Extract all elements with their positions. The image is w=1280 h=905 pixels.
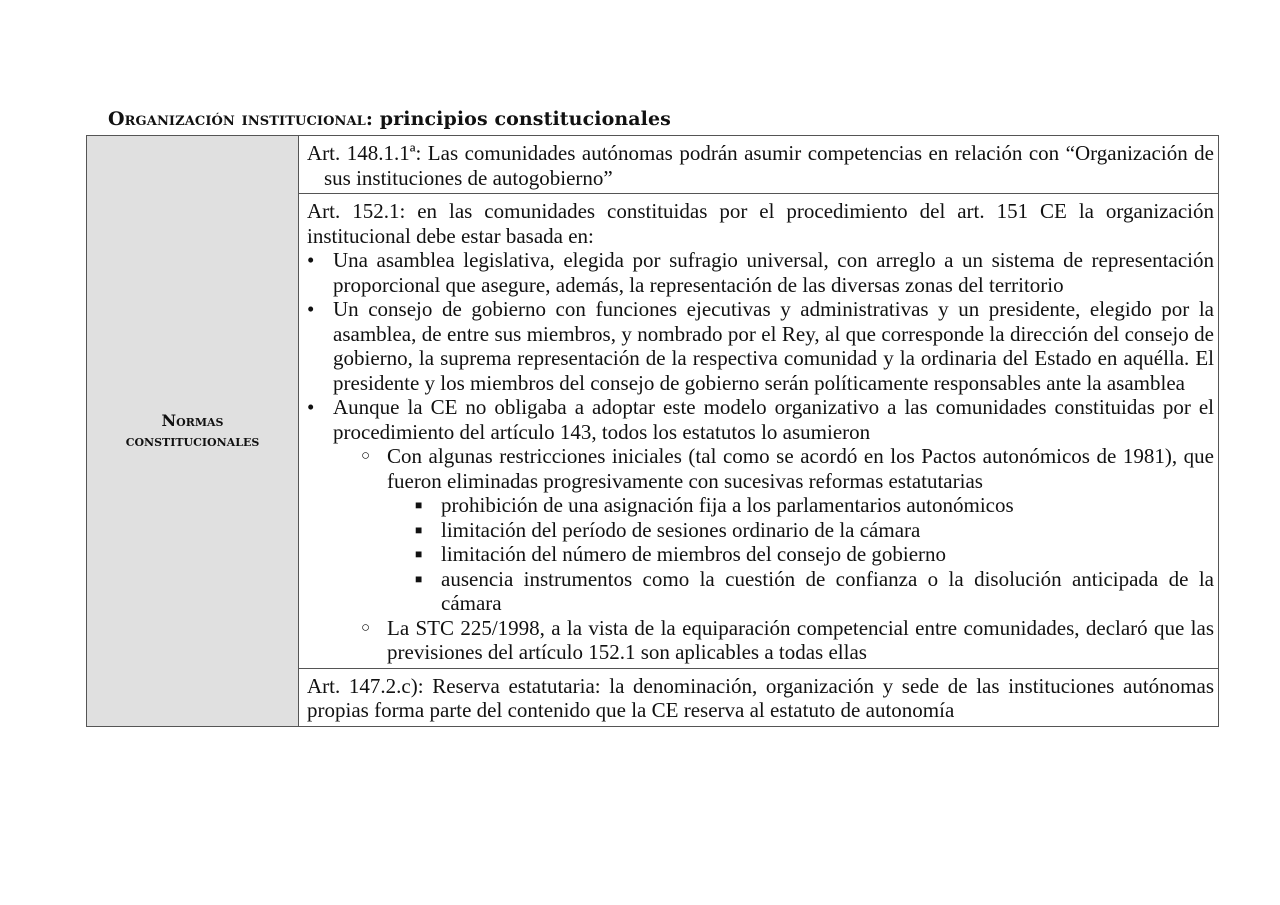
sub-restricciones-text: Con algunas restricciones iniciales (tal como se acordó en los Pactos autonómicos de 1981), que fueron eliminadas progresivamente con sucesivas reformas estatutarias — [387, 444, 1214, 493]
sub-stc-text: La STC 225/1998, a la vista de la equiparación competencial entre comunidades, declaró que las previsiones del artículo 152.1 son aplicables a todas ellas — [387, 615, 1214, 664]
art-147-cell — [299, 668, 1219, 726]
list-item — [307, 297, 1214, 395]
bullet-square-icon: ■ — [415, 547, 423, 561]
bullet-dot-icon: • — [307, 297, 315, 321]
art-152-cell — [299, 194, 1219, 669]
sub-bullet-list — [333, 444, 1214, 665]
bullet-dot-icon: • — [307, 248, 315, 272]
row-label-line1: Normas — [161, 410, 224, 430]
bullet-aunque-text: Aunque la CE no obligaba a adoptar este modelo organizativo a las comunidades constituidas por el procedimiento del artículo 143, todos los estatutos lo asumieron — [333, 395, 1214, 444]
art-148-cell — [299, 136, 1219, 194]
list-item — [307, 395, 1214, 665]
bullet-square-icon: ■ — [415, 498, 423, 512]
row-label-line2: constitucionales — [125, 430, 260, 450]
title-subtitle: : principios constitucionales — [365, 108, 671, 130]
norms-table — [86, 135, 1219, 727]
restriction-text: ausencia instrumentos como la cuestión de confianza o la disolución anticipada de la cámara — [441, 566, 1214, 615]
art-147-text: Art. 147.2.c): Reserva estatutaria: la denominación, organización y sede de las instituciones autónomas propias forma parte del contenido que la CE reserva al estatuto de autonomía — [307, 673, 1214, 722]
art-152-bullet-list — [307, 248, 1214, 665]
bullet-consejo-text: Un consejo de gobierno con funciones ejecutivas y administrativas y un presidente, elegido por la asamblea, de entre sus miembros, y nombrado por el Rey, al que corresponde la dirección del consejo de gobierno, la suprema representación de la respectiva comunidad y la ordinaria del Estado en aquélla. El presidente y los miembros del consejo de gobierno serán políticamente responsables ante la asamblea — [333, 297, 1214, 395]
row-label-cell — [87, 136, 299, 727]
list-item — [361, 444, 1214, 616]
list-item — [415, 518, 1214, 543]
restriction-text: prohibición de una asignación fija a los parlamentarios autonómicos — [441, 493, 1014, 517]
table-row — [87, 136, 1219, 194]
bullet-asamblea-text: Una asamblea legislativa, elegida por sufragio universal, con arreglo a un sistema de representación proporcional que asegure, además, la representación de las diversas zonas del territorio — [333, 248, 1214, 297]
bullet-dot-icon: • — [307, 395, 315, 419]
bullet-square-icon: ■ — [415, 571, 423, 586]
list-item — [307, 248, 1214, 297]
bullet-square-icon: ■ — [415, 522, 423, 537]
bullet-circle-icon: ○ — [361, 619, 371, 636]
list-item — [415, 493, 1214, 518]
art-148-text: Art. 148.1.1ª: Las comunidades autónomas podrán asumir competencias en relación con “Organización de sus instituciones de autogobierno” — [307, 141, 1214, 190]
page-title — [108, 108, 671, 130]
list-item — [361, 616, 1214, 665]
bullet-circle-icon: ○ — [361, 448, 371, 464]
art-152-intro: Art. 152.1: en las comunidades constituidas por el procedimiento del art. 151 CE la organización institucional debe estar basada en: — [307, 199, 1214, 248]
title-main: Organización institucional — [108, 108, 366, 130]
restrictions-list — [387, 493, 1214, 616]
restriction-text: limitación del número de miembros del consejo de gobierno — [441, 542, 947, 566]
list-item — [415, 567, 1214, 616]
list-item — [415, 542, 1214, 567]
restriction-text: limitación del período de sesiones ordinario de la cámara — [441, 517, 921, 542]
